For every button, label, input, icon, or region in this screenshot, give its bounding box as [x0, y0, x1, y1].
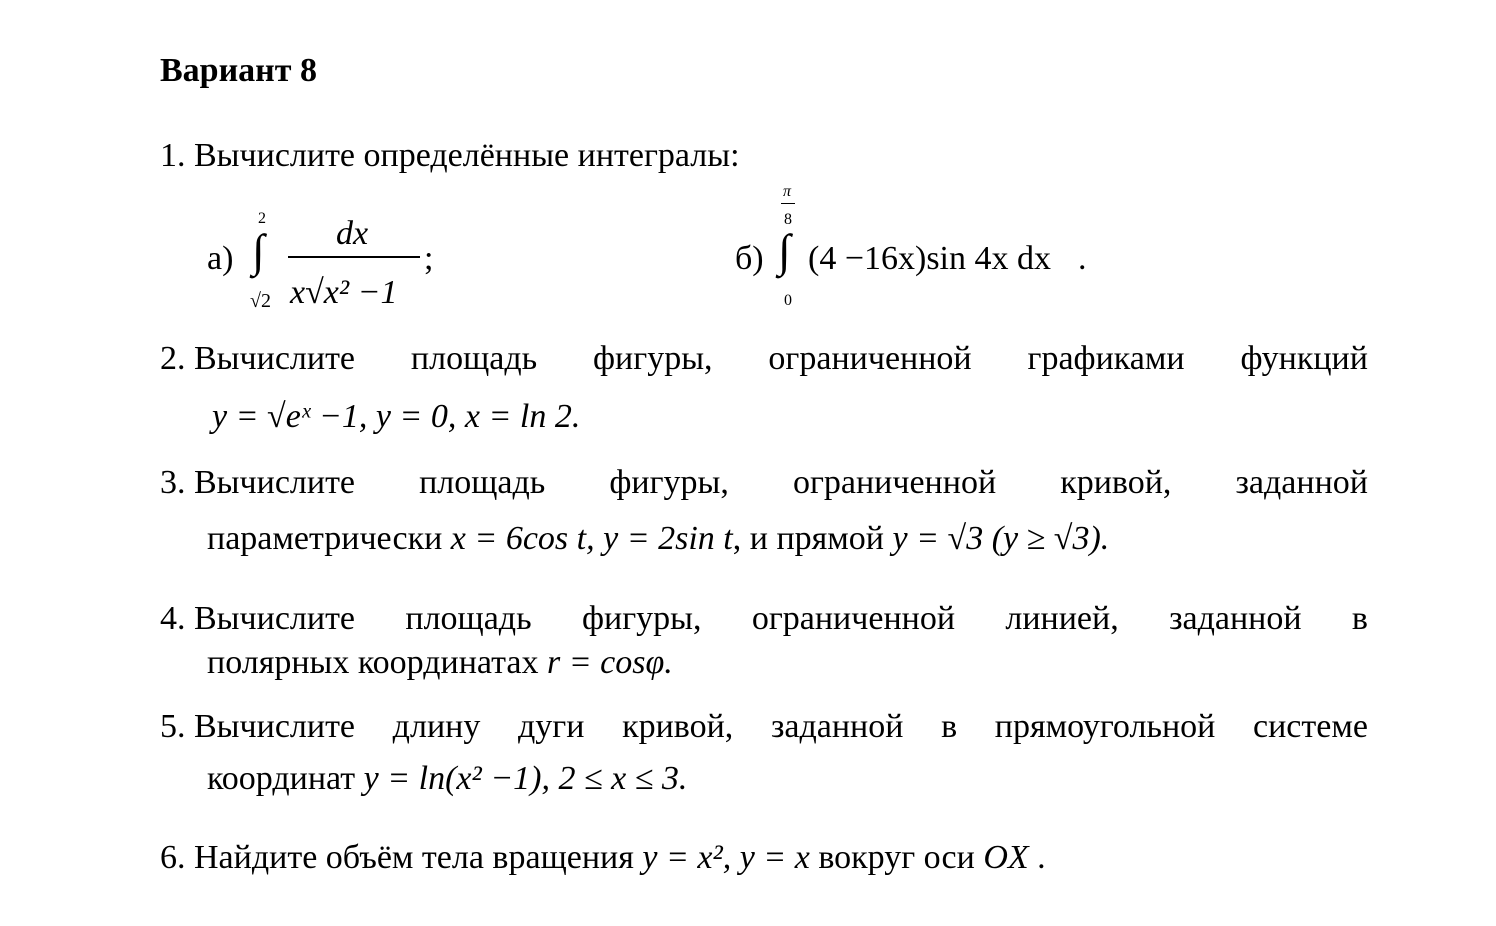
task-1b-integrand: (4 −16x)sin 4x dx: [808, 240, 1051, 277]
task-4-word: ограниченной: [751, 600, 956, 637]
task-3-formula: x = 6cos t, y = 2sin t: [450, 520, 733, 557]
task-2-word: Вычислите: [194, 340, 356, 377]
task-6-text: Найдите объём тела вращения: [194, 839, 634, 876]
task-1b-upper-num: π: [783, 183, 792, 200]
task-1b-lower-limit: 0: [784, 292, 792, 309]
task-1a-upper-limit: 2: [258, 210, 266, 227]
task-4-formula: r = cosφ.: [547, 644, 673, 681]
task-1a-punct: ;: [424, 240, 434, 277]
task-1a-numerator: dx: [336, 215, 369, 252]
integral-sign: ∫: [252, 225, 265, 276]
task-3-word: Вычислите: [194, 464, 356, 501]
task-4-word: Вычислите: [194, 600, 356, 637]
task-5-word: дуги: [517, 708, 585, 745]
task-3-word: кривой,: [1060, 464, 1172, 501]
task-5-word: в: [941, 708, 958, 745]
task-3-word: фигуры,: [609, 464, 729, 501]
task-5-line-2: [207, 762, 687, 796]
task-4-text: полярных координатах: [207, 644, 539, 681]
task-5-word: заданной: [770, 708, 904, 745]
task-1-number: 1.: [160, 137, 186, 174]
task-3-formula-2: y = √3 (y ≥ √3).: [892, 520, 1110, 557]
task-2-word: функций: [1240, 340, 1368, 377]
task-2-word: площадь: [410, 340, 538, 377]
task-6-axis: OX: [983, 839, 1029, 876]
task-1-heading: [160, 139, 740, 173]
task-2-formula: y = √eˣ −1, y = 0, x = ln 2.: [212, 398, 581, 435]
task-5-word: кривой,: [622, 708, 734, 745]
task-2-line-1: [160, 342, 1368, 376]
task-5-word: длину: [392, 708, 481, 745]
task-6-formula: y = x², y = x: [642, 839, 810, 876]
task-6-tail: вокруг оси: [818, 839, 975, 876]
task-4-word: фигуры,: [581, 600, 702, 637]
integral-sign: ∫: [778, 225, 791, 276]
page-title: Вариант 8: [160, 52, 317, 89]
task-4-word: линией,: [1005, 600, 1119, 637]
task-3-number: 3.: [160, 464, 186, 501]
task-4-word: заданной: [1169, 600, 1302, 637]
task-3-line-2: [207, 522, 1109, 556]
task-6-punct: .: [1037, 839, 1046, 876]
task-5-text: координат: [207, 760, 356, 797]
task-2-number: 2.: [160, 340, 186, 377]
task-1a-denominator: x√x² −1: [290, 274, 398, 311]
task-1b-label: б): [735, 240, 764, 277]
task-3-word: площадь: [419, 464, 546, 501]
task-1-text: Вычислите определённые интегралы:: [194, 137, 740, 174]
task-5-word: Вычислите: [194, 708, 356, 745]
task-5-word: прямоугольной: [994, 708, 1216, 745]
task-1b-upper-den: 8: [784, 211, 792, 228]
fraction-bar: [781, 203, 795, 204]
task-5-number: 5.: [160, 708, 186, 745]
task-5-line-1: [160, 710, 1368, 744]
task-5-formula: y = ln(x² −1), 2 ≤ x ≤ 3.: [363, 760, 688, 797]
task-4-line-2: [207, 646, 673, 680]
task-4-line-1: [160, 602, 1368, 636]
task-4-word: в: [1351, 600, 1368, 637]
task-1b-punct: .: [1078, 240, 1087, 277]
task-3-mid-text: , и прямой: [732, 520, 885, 557]
task-3-word: ограниченной: [792, 464, 997, 501]
task-3-line-1: [160, 466, 1368, 500]
task-3-word: заданной: [1235, 464, 1368, 501]
task-5-word: системе: [1253, 708, 1368, 745]
task-2-word: фигуры,: [593, 340, 713, 377]
task-4-word: площадь: [405, 600, 532, 637]
task-2-word: графиками: [1027, 340, 1185, 377]
task-2-word: ограниченной: [768, 340, 972, 377]
task-6-number: 6.: [160, 839, 186, 876]
task-3-text: параметрически: [207, 520, 443, 557]
task-1a-label: а): [207, 240, 234, 277]
task-6: [160, 841, 1046, 875]
task-1a-lower-limit: √2: [250, 290, 271, 312]
task-4-number: 4.: [160, 600, 186, 637]
fraction-bar: [288, 256, 420, 258]
